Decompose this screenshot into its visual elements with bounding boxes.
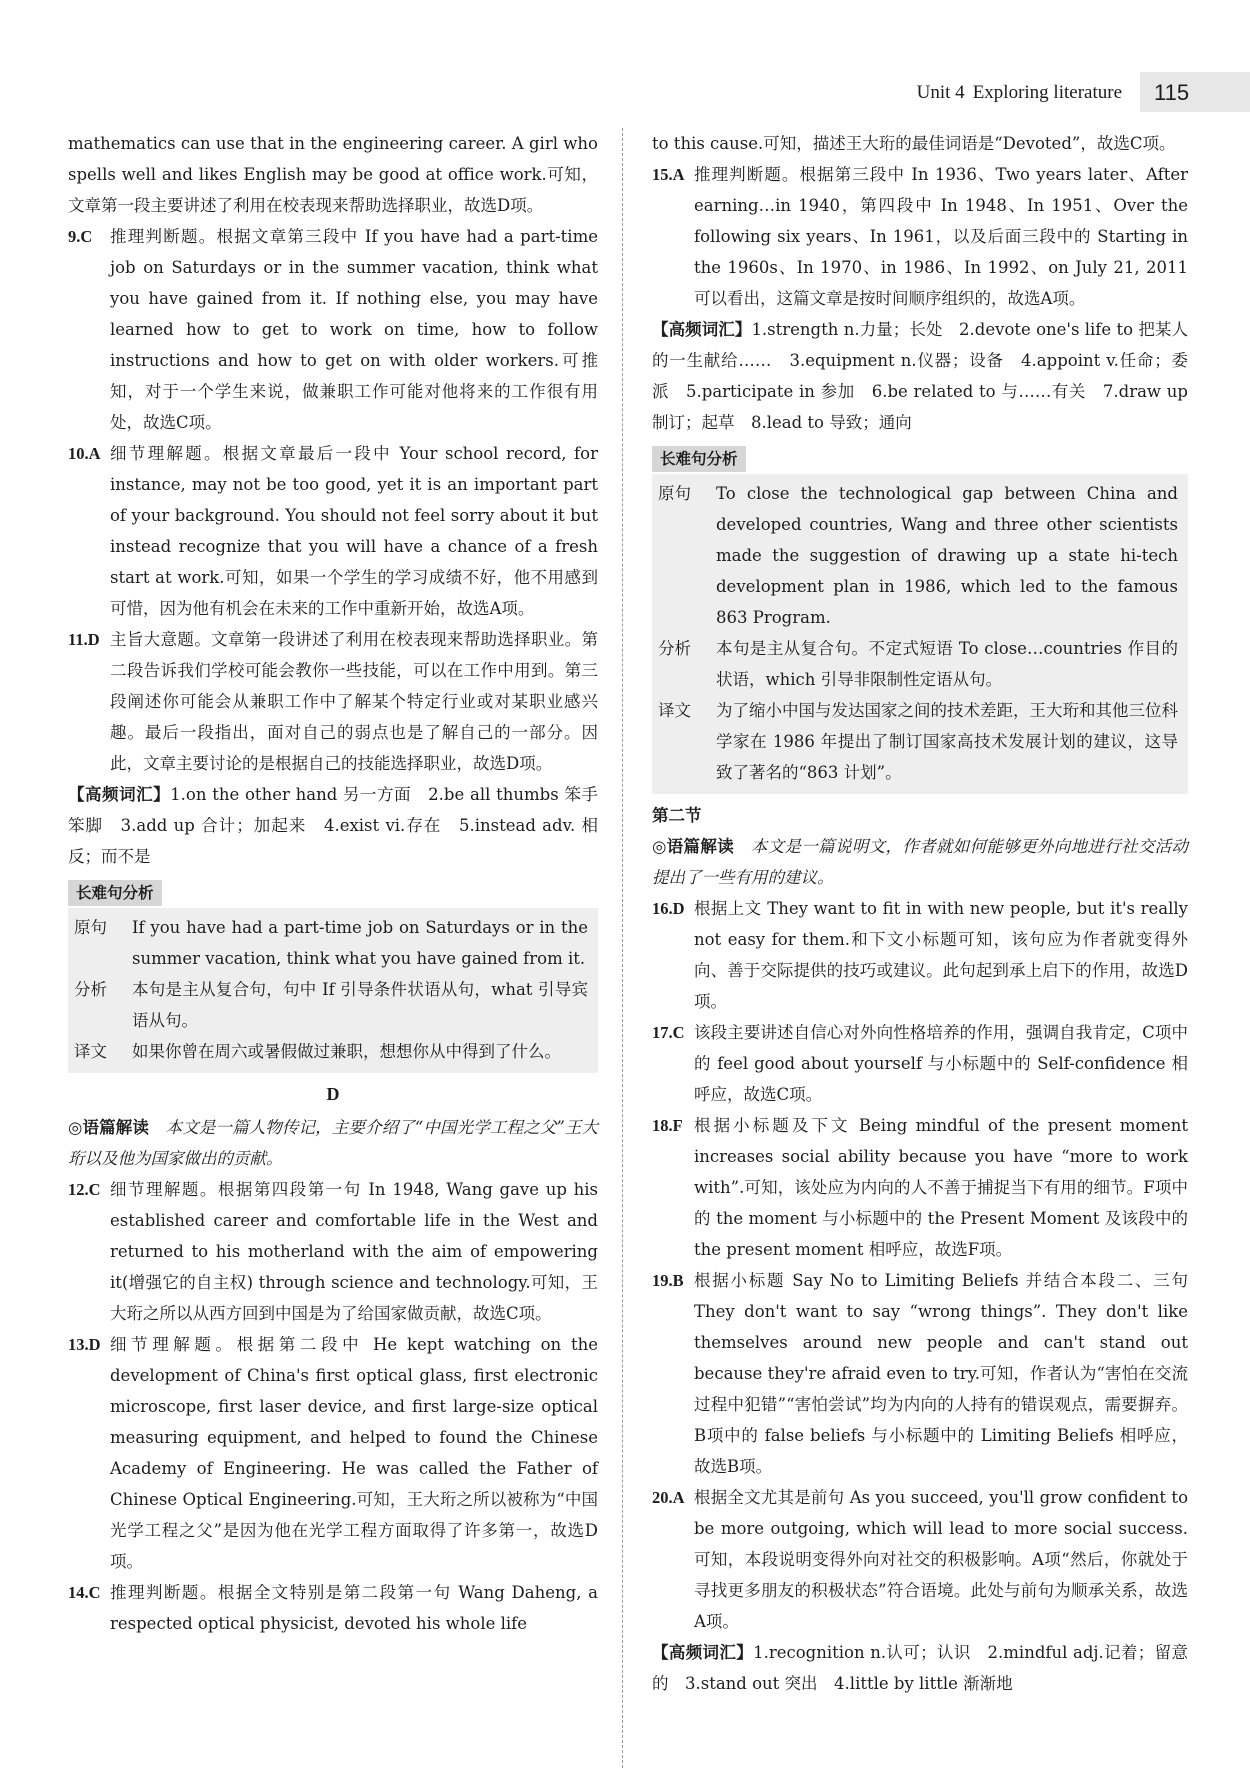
answer-item (68, 1174, 598, 1329)
right-vocab-b (652, 1637, 1188, 1699)
answer-number: 10.A (68, 444, 101, 463)
vocab-text: 1.recognition n.认可；认识 2.mindful adj.记着；留意的 3.stand out 突出 4.little by little 渐渐地 (652, 1643, 1189, 1693)
answer-item (652, 1482, 1188, 1637)
unit-label: Unit 4 (916, 81, 965, 103)
answer-number: 17.C (652, 1023, 685, 1042)
left-vocab (68, 779, 598, 872)
reading-d (68, 1112, 598, 1174)
answer-explanation: 推理判断题。根据文章第三段中 If you have had a part-time job on Saturdays or in the summer vacation, think what you have gained from it. If nothing else, you may have learned how to get to work on time, how to follow instructions and how to get on with older workers.可推知，对于一个学生来说，做兼职工作可能对他将来的工作很有用处，故选C项。 (110, 227, 598, 432)
unit-title: Exploring literature (972, 81, 1122, 103)
page-header (917, 70, 1250, 114)
analysis-text: To close the technological gap between China and developed countries, Wang and three other scientists made the suggestion of drawing up a state hi-tech development plan in 1986, which led to the famous 863 Program. (716, 484, 1178, 627)
answer-item (652, 159, 1188, 314)
answer-item (68, 1577, 598, 1639)
analysis-text: 如果你曾在周六或暑假做过兼职，想想你从中得到了什么。 (132, 1042, 561, 1061)
answer-explanation: 细节理解题。根据文章最后一段中 Your school record, for instance, may not be too good, yet it is an important part of your background. You should not feel sorry about it but instead recognize that you will have a chance of a fresh start at work.可知，如果一个学生的学习成绩不好，他不用感到可惜，因为他有机会在未来的工作中重新开始，故选A项。 (110, 444, 598, 618)
reading-tag: ◎语篇解读 (68, 1118, 149, 1137)
answer-explanation: 根据全文尤其是前句 As you succeed, you'll grow confident to be more outgoing, which will lead to more social success.可知，本段说明变得外向对社交的积极影响。A项“然后，你就处于寻找更多朋友的积极状态”符合语境。此处与前句为顺承关系，故选A项。 (694, 1488, 1188, 1631)
analysis-title: 长难句分析 (68, 880, 162, 906)
analysis-text: 本句是主从复合句，句中 If 引导条件状语从句，what 引导宾语从句。 (132, 980, 588, 1030)
analysis-text: 为了缩小中国与发达国家之间的技术差距，王大珩和其他三位科学家在 1986 年提出了制订国家高技术发展计划的建议，这导致了著名的“863 计划”。 (716, 701, 1178, 782)
analysis-label: 原句 (658, 484, 691, 503)
answer-explanation: 该段主要讲述自信心对外向性格培养的作用，强调自我肯定，C项中的 feel good about yourself 与小标题中的 Self-confidence 相呼应，故选C项。 (694, 1023, 1188, 1104)
answer-number: 9.C (68, 227, 93, 246)
right-items-b (652, 893, 1188, 1637)
right-analysis (652, 438, 1188, 794)
analysis-label: 分析 (658, 639, 691, 658)
section-letter-d: D (326, 1084, 340, 1104)
analysis-label: 译文 (658, 701, 691, 720)
analysis-row (658, 478, 1178, 633)
vocab-tag: 【高频词汇】 (68, 785, 171, 804)
answer-number: 15.A (652, 165, 685, 184)
answer-item (652, 1110, 1188, 1265)
reading-2 (652, 831, 1188, 893)
answer-number: 14.C (68, 1583, 101, 1602)
answer-number: 11.D (68, 630, 100, 649)
answer-item (652, 893, 1188, 1017)
analysis-row (74, 974, 588, 1036)
vocab-tag: 【高频词汇】 (652, 320, 752, 339)
vocab-text: 1.on the other hand 另一方面 2.be all thumbs 笨手笨脚 3.add up 合计；加起来 4.exist vi.存在 5.instead adv. 相反；而不是 (68, 785, 598, 866)
analysis-title: 长难句分析 (652, 446, 746, 472)
left-column (68, 128, 598, 1639)
left-items-b (68, 1174, 598, 1639)
answer-explanation: 根据上文 They want to fit in with new people, but it's really not easy for them.和下文小标题可知，该句应为作者就变得外向、善于交际提供的技巧或建议。此句起到承上启下的作用，故选D项。 (694, 899, 1188, 1011)
answer-item (68, 624, 598, 779)
right-column (652, 128, 1188, 1699)
analysis-label: 原句 (74, 918, 107, 937)
answer-item (68, 438, 598, 624)
answer-explanation: 根据小标题 Say No to Limiting Beliefs 并结合本段二、三句 They don't want to say “wrong things”. They don't like themselves around new people and can't stand out because they're afraid even to try.可知，作者认为“害怕在交流过程中犯错”“害怕尝试”均为内向的人持有的错误观点，需要摒弃。B项中的 false beliefs 与小标题中的 Limiting Beliefs 相呼应，故选B项。 (694, 1271, 1188, 1476)
page-number: 115 (1140, 72, 1250, 112)
answer-explanation: 主旨大意题。文章第一段讲述了利用在校表现来帮助选择职业。第二段告诉我们学校可能会教你一些技能，可以在工作中用到。第三段阐述你可能会从兼职工作中了解某个特定行业或对某职业感兴趣。最后一段指出，面对自己的弱点也是了解自己的一部分。因此，文章主要讨论的是根据自己的技能选择职业，故选D项。 (110, 630, 598, 773)
analysis-text: If you have had a part-time job on Saturdays or in the summer vacation, think what you have gained from it. (132, 918, 588, 968)
right-items-a (652, 159, 1188, 314)
reading-text: 本文是一篇说明文，作者就如何能够更外向地进行社交活动提出了一些有用的建议。 (652, 837, 1188, 887)
answer-explanation: 推理判断题。根据全文特别是第二段第一句 Wang Daheng, a respected optical physicist, devoted his whole life (110, 1583, 598, 1633)
answer-number: 18.F (652, 1116, 683, 1135)
answer-item (652, 1265, 1188, 1482)
analysis-label: 译文 (74, 1042, 107, 1061)
analysis-row (74, 1036, 588, 1067)
vocab-tag: 【高频词汇】 (652, 1643, 754, 1662)
analysis-label: 分析 (74, 980, 107, 999)
answer-explanation: 细节理解题。根据第二段中 He kept watching on the development of China's first optical glass, first electronic microscope, first laser device, and first large-size optical measuring equipment, and helped to found the Chinese Academy of Engineering. He was called the Father of Chinese Optical Engineering.可知，王大珩之所以被称为“中国光学工程之父”是因为他在光学工程方面取得了许多第一，故选D项。 (110, 1335, 598, 1571)
reading-tag: ◎语篇解读 (652, 837, 735, 856)
analysis-row (658, 695, 1178, 788)
answer-explanation: 根据小标题及下文 Being mindful of the present moment increases social ability because you have “more to work with”.可知，该处应为内向的人不善于捕捉当下有用的细节。F项中的 the moment 与小标题中的 the Present Moment 及该段中的 the present moment 相呼应，故选F项。 (694, 1116, 1188, 1259)
section-two-title: 第二节 (652, 806, 702, 825)
answer-item (68, 221, 598, 438)
analysis-row (74, 912, 588, 974)
answer-explanation: 推理判断题。根据第三段中 In 1936、Two years later、After earning…in 1940，第四段中 In 1948、In 1951、Over the following six years、In 1961，以及后面三段中的 Starting in the 1960s、In 1970、in 1986、In 1992、on July 21, 2011 可以看出，这篇文章是按时间顺序组织的，故选A项。 (694, 165, 1188, 308)
analysis-box (68, 908, 598, 1073)
left-items-a (68, 221, 598, 779)
left-intro: mathematics can use that in the engineering career. A girl who spells well and likes English may be good at office work.可知，文章第一段主要讲述了利用在校表现来帮助选择职业，故选D项。 (68, 134, 598, 215)
answer-item (652, 1017, 1188, 1110)
left-analysis (68, 872, 598, 1073)
column-divider (622, 128, 623, 1768)
answer-number: 16.D (652, 899, 685, 918)
analysis-row (658, 633, 1178, 695)
answer-number: 12.C (68, 1180, 101, 1199)
answer-number: 13.D (68, 1335, 101, 1354)
analysis-text: 本句是主从复合句。不定式短语 To close…countries 作目的状语，which 引导非限制性定语从句。 (716, 639, 1178, 689)
right-vocab (652, 314, 1188, 438)
answer-number: 20.A (652, 1488, 685, 1507)
answer-number: 19.B (652, 1271, 684, 1290)
answer-item (68, 1329, 598, 1577)
right-intro: to this cause.可知，描述王大珩的最佳词语是“Devoted”，故选C项。 (652, 134, 1176, 153)
analysis-box (652, 474, 1188, 794)
answer-explanation: 细节理解题。根据第四段第一句 In 1948, Wang gave up his established career and comfortable life in the West and returned to his motherland with the aim of empowering it(增强它的自主权) through science and technology.可知，王大珩之所以从西方回到中国是为了给国家做贡献，故选C项。 (110, 1180, 598, 1323)
reading-text: 本文是一篇人物传记，主要介绍了“中国光学工程之父”王大珩以及他为国家做出的贡献。 (68, 1118, 599, 1168)
vocab-text: 1.strength n.力量；长处 2.devote one's life to 把某人的一生献给…… 3.equipment n.仪器；设备 4.appoint v.任命；委派 5.participate in 参加 6.be related to 与……有关 7.draw up 制订；起草 8.lead to 导致；通向 (652, 320, 1189, 432)
